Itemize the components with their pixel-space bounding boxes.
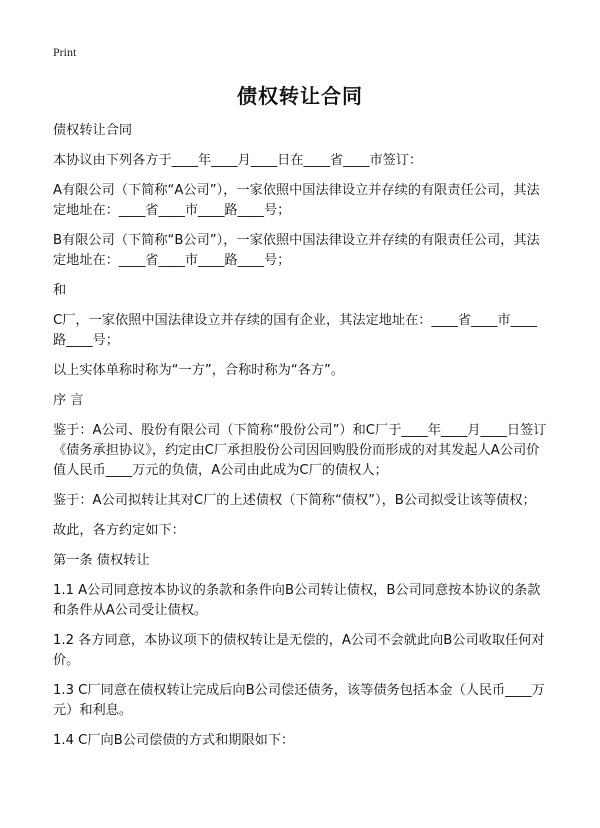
paragraph-preamble-heading: 序 言 xyxy=(53,393,84,408)
paragraph-subtitle: 债权转让合同 xyxy=(53,123,133,138)
paragraph-definitions: 以上实体单称时称为“一方”，合称时称为“各方”。 xyxy=(53,363,345,378)
paragraph-agreement-intro: 故此，各方约定如下： xyxy=(53,523,185,538)
paragraph-whereas-1: 鉴于：A公司、股份有限公司（下简称“股份公司”）和C厂于____年____月____日签订《债务承担协议》，约定由C厂承担股份公司因回购股份而形成的对其发起人A公司价值人民币____万元的负债，A公司由此成为C厂的债权人； xyxy=(53,423,547,478)
paragraph-whereas-2: 鉴于：A公司拟转让其对C厂的上述债权（下简称“债权”），B公司拟受让该等债权； xyxy=(53,493,536,508)
paragraph-party-c: C厂，一家依照中国法律设立并存续的国有企业，其法定地址在：____省____市____路____号； xyxy=(53,313,537,348)
paragraph-signing: 本协议由下列各方于____年____月____日在____省____市签订： xyxy=(53,153,423,168)
paragraph-article-1-heading: 第一条 债权转让 xyxy=(53,553,150,568)
document-body xyxy=(53,121,550,761)
paragraph-clause-1-4: 1.4 C厂向B公司偿债的方式和期限如下： xyxy=(53,733,295,748)
paragraph-clause-1-3: 1.3 C厂同意在债权转让完成后向B公司偿还债务，该等债务包括本金（人民币____万元）和利息。 xyxy=(53,683,545,718)
document-title: 债权转让合同 xyxy=(237,84,363,108)
paragraph-clause-1-1: 1.1 A公司同意按本协议的条款和条件向B公司转让债权，B公司同意按本协议的条款和条件从A公司受让债权。 xyxy=(53,583,541,618)
paragraph-party-b: B有限公司（下简称“B公司”），一家依照中国法律设立并存续的有限责任公司，其法定地址在：____省____市____路____号； xyxy=(53,233,540,268)
paragraph-clause-1-2: 1.2 各方同意，本协议项下的债权转让是无偿的，A公司不会就此向B公司收取任何对价。 xyxy=(53,633,545,668)
print-link[interactable]: Print xyxy=(53,45,77,59)
paragraph-party-a: A有限公司（下简称“A公司”），一家依照中国法律设立并存续的有限责任公司，其法定地址在：____省____市____路____号； xyxy=(53,183,540,218)
paragraph-and: 和 xyxy=(53,283,67,298)
